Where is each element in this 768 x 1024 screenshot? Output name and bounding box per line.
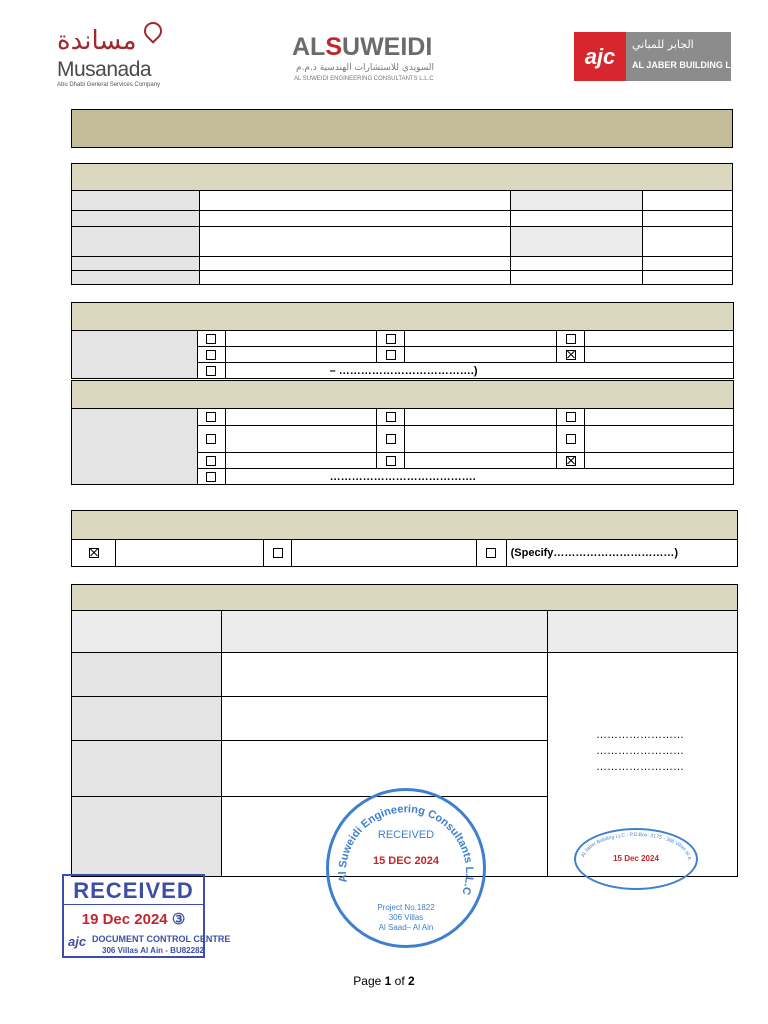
- signature-line: ……………………: [596, 761, 684, 773]
- option-checkbox[interactable]: [566, 412, 576, 422]
- option-label: [405, 453, 557, 469]
- section-2-header: [71, 302, 734, 331]
- option-label: [292, 540, 476, 567]
- option-label: [405, 347, 557, 363]
- option-checkbox[interactable]: [206, 366, 216, 376]
- suweidi-wordmark: ALSUWEIDI: [292, 33, 433, 61]
- option-checkbox[interactable]: [273, 548, 283, 558]
- option-checkbox[interactable]: [206, 350, 216, 360]
- musanada-mark-icon: [140, 18, 165, 43]
- received-stamp-logo: ajc: [68, 934, 87, 949]
- suweidi-logo: [292, 33, 452, 85]
- contractor-stamp-ring-label: Al Jaber Building LLC - P.O.Box: 2175 - 306 Villas at A: [580, 831, 693, 861]
- approval-col-header: [222, 611, 548, 653]
- option-checkbox[interactable]: [386, 334, 396, 344]
- other-specify-line: ………………………………….: [329, 470, 476, 483]
- info-value-field[interactable]: [643, 271, 733, 285]
- section-3-label-cell: [72, 409, 198, 485]
- info-label-cell: [511, 191, 643, 211]
- info-table: [71, 190, 733, 285]
- consultant-stamp-ring-label: Al Suweidi Engineering Consultants L.L.C: [336, 803, 476, 897]
- suweidi-subtitle: AL SUWEIDI ENGINEERING CONSULTANTS L.L.C: [294, 76, 434, 82]
- info-value-field[interactable]: [199, 227, 511, 257]
- suweidi-arabic-name: السويدي للاستشارات الهندسية ذ.م.م: [296, 63, 435, 73]
- musanada-english-name: Musanada: [57, 58, 152, 81]
- option-label: [585, 453, 734, 469]
- option-label: [225, 347, 377, 363]
- option-label: [585, 331, 734, 347]
- section-3-header: [71, 380, 734, 409]
- option-label: [405, 331, 557, 347]
- info-value-field[interactable]: [643, 257, 733, 271]
- received-stamp-date: 19 Dec 2024 ③: [81, 911, 186, 928]
- consultant-stamp-location: Al Saad– Al Ain: [378, 923, 434, 932]
- approval-row-label: [72, 697, 222, 741]
- page-number: Page 1 of 2: [353, 974, 415, 988]
- signature-line: ……………………: [596, 729, 684, 741]
- option-checkbox-checked[interactable]: [566, 350, 576, 360]
- musanada-subtitle: Abu Dhabi General Services Company: [57, 82, 161, 88]
- option-label: [225, 426, 377, 453]
- specify-line: (Specify……………………………): [510, 547, 679, 559]
- option-checkbox[interactable]: [386, 412, 396, 422]
- info-value-field[interactable]: [643, 191, 733, 211]
- option-checkbox-checked[interactable]: [566, 456, 576, 466]
- info-value-field[interactable]: [199, 211, 511, 227]
- section-2-options: [71, 330, 734, 379]
- info-value-field[interactable]: [199, 191, 511, 211]
- info-value-field[interactable]: [643, 211, 733, 227]
- option-label: [585, 426, 734, 453]
- option-checkbox[interactable]: [386, 350, 396, 360]
- option-label: [225, 331, 377, 347]
- approval-row-label: [72, 653, 222, 697]
- consultant-stamp-project: Project No.1822: [377, 903, 435, 912]
- option-label: [585, 347, 734, 363]
- section-3-options: [71, 408, 734, 485]
- approval-comment-field[interactable]: [222, 653, 548, 697]
- option-checkbox[interactable]: [386, 456, 396, 466]
- section-4-header: [71, 510, 738, 540]
- option-label: [405, 426, 557, 453]
- approval-col-header: [548, 611, 738, 653]
- option-checkbox[interactable]: [206, 334, 216, 344]
- received-stamp: [62, 874, 231, 958]
- consultant-stamp-date: 15 DEC 2024: [372, 855, 440, 867]
- info-value-field[interactable]: [511, 211, 643, 227]
- info-label-cell: [72, 227, 200, 257]
- contractor-oval-stamp: [574, 828, 698, 890]
- option-checkbox[interactable]: [566, 434, 576, 444]
- info-label-cell: [511, 227, 643, 257]
- info-value-field[interactable]: [511, 257, 643, 271]
- option-checkbox[interactable]: [486, 548, 496, 558]
- form-title-band: [71, 109, 733, 148]
- received-stamp-line2: 306 Villas Al Ain - BU82282: [102, 946, 204, 955]
- received-stamp-line1: DOCUMENT CONTROL CENTRE: [92, 934, 231, 944]
- consultant-stamp-received: RECEIVED: [377, 829, 435, 841]
- section-2-label-cell: [72, 331, 198, 379]
- option-checkbox[interactable]: [206, 412, 216, 422]
- approval-row-label: [72, 741, 222, 797]
- approval-comment-field[interactable]: [222, 697, 548, 741]
- option-checkbox-checked[interactable]: [89, 548, 99, 558]
- info-value-field[interactable]: [643, 227, 733, 257]
- approval-col-header: [72, 611, 222, 653]
- info-value-field[interactable]: [511, 271, 643, 285]
- consultant-stamp-villas: 306 Villas: [388, 913, 424, 922]
- info-label-cell: [72, 211, 200, 227]
- option-label: [225, 409, 377, 426]
- info-label-cell: [72, 257, 200, 271]
- svg-text:Al Suweidi Engineering Consult: [337, 803, 475, 896]
- info-value-field[interactable]: [199, 271, 511, 285]
- contractor-stamp-date: 15 Dec 2024: [613, 854, 659, 863]
- section-1-header: [71, 163, 733, 191]
- received-stamp-title: RECEIVED: [64, 878, 203, 905]
- consultant-round-stamp: [326, 788, 486, 948]
- option-checkbox[interactable]: [206, 456, 216, 466]
- info-value-field[interactable]: [199, 257, 511, 271]
- approval-comment-field[interactable]: [222, 741, 548, 797]
- ajc-mark: ajc: [574, 32, 626, 81]
- other-specify-line: – ……………………………….): [329, 364, 478, 377]
- option-checkbox[interactable]: [206, 434, 216, 444]
- option-checkbox[interactable]: [386, 434, 396, 444]
- option-checkbox[interactable]: [206, 472, 216, 482]
- info-label-cell: [72, 191, 200, 211]
- option-label: [116, 540, 264, 567]
- option-label: [585, 409, 734, 426]
- section-4-options: [71, 539, 738, 567]
- option-label: [225, 453, 377, 469]
- info-label-cell: [72, 271, 200, 285]
- signature-line: ……………………: [596, 745, 684, 757]
- ajc-arabic-name: الجابر للمباني: [632, 38, 694, 51]
- approval-row-label: [72, 797, 222, 877]
- option-label: [405, 409, 557, 426]
- section-5-header: [71, 584, 738, 612]
- musanada-logo: [55, 22, 170, 92]
- option-checkbox[interactable]: [566, 334, 576, 344]
- musanada-arabic-name: مساندة: [57, 26, 137, 56]
- ajc-english-name: AL JABER BUILDING LLC: [632, 60, 743, 70]
- ajc-logo: [574, 32, 743, 81]
